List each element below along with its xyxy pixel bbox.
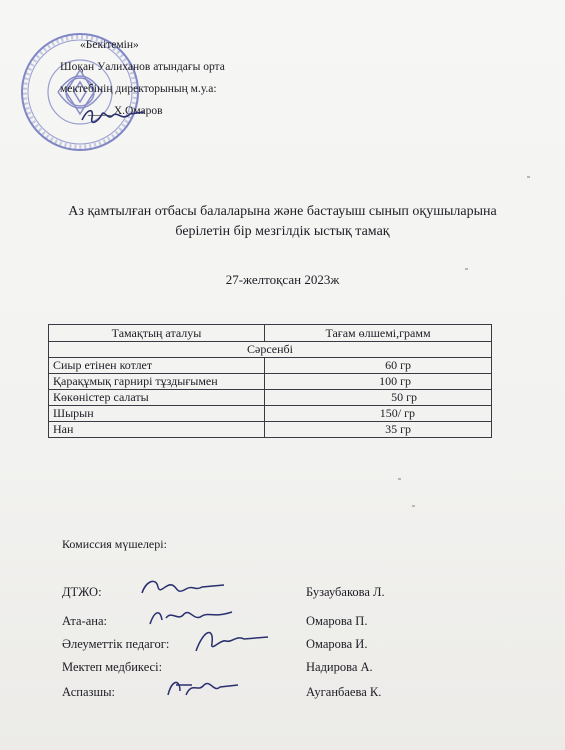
commission-member: [62, 660, 502, 680]
member-name: Омарова И.: [306, 637, 368, 651]
table-day-row: [49, 342, 492, 358]
column-header-dish: Тамақтың аталуы: [49, 325, 265, 342]
menu-table: [48, 324, 492, 438]
dish-weight: 100 гр: [265, 374, 492, 390]
dish-name: Көкөністер салаты: [49, 390, 265, 406]
column-header-weight: Тағам өлшемі,грамм: [265, 325, 492, 342]
dish-name: Қарақұмық гарнирі тұздығымен: [49, 374, 265, 390]
day-label: Сәрсенбі: [49, 342, 492, 358]
commission-member: [62, 614, 502, 634]
table-row: [49, 422, 492, 438]
table-row: [49, 358, 492, 374]
document-date: 27-желтоқсан 2023ж: [225, 272, 340, 287]
commission-member: [62, 637, 502, 657]
table-header-row: [49, 325, 492, 342]
member-role: ДТЖО:: [62, 585, 102, 599]
dish-weight: 35 гр: [265, 422, 492, 438]
scan-speck: [465, 268, 468, 270]
document-title: Аз қамтылған отбасы балаларына және бастауыш сынып оқушыларына берілетін бір мезгілдік ыстық тамақ: [68, 204, 497, 239]
member-signature: [162, 673, 242, 703]
approval-line-1: «Бекітемін»: [80, 39, 139, 51]
table-row: [49, 390, 492, 406]
dish-weight: 60 гр: [265, 358, 492, 374]
member-role: Әлеуметтік педагог:: [62, 637, 170, 651]
director-signature: [78, 102, 148, 130]
member-name: Надирова А.: [306, 660, 373, 674]
approval-line-3: мектебінің директорының м.у.а:: [60, 83, 217, 95]
dish-weight: 50 гр: [265, 390, 492, 406]
table-row: [49, 406, 492, 422]
member-role: Ата-ана:: [62, 614, 107, 628]
dish-name: Сиыр етінен котлет: [49, 358, 265, 374]
member-name: Омарова П.: [306, 614, 368, 628]
approval-line-2: Шоқан Уалиханов атындағы орта: [60, 61, 225, 73]
dish-name: Шырын: [49, 406, 265, 422]
scan-speck: [527, 176, 530, 178]
table-row: [49, 374, 492, 390]
member-name: Бузаубакова Л.: [306, 585, 385, 599]
commission-member: [62, 585, 502, 605]
approval-line-4: ____ Х.Омаров: [88, 105, 163, 117]
member-signature: [136, 573, 226, 603]
scan-speck: [398, 478, 401, 480]
dish-weight: 150/ гр: [265, 406, 492, 422]
commission-heading: Комиссия мүшелері:: [62, 537, 167, 551]
member-role: Аспазшы:: [62, 685, 115, 699]
member-signature: [192, 625, 272, 657]
member-name: Ауганбаева К.: [306, 685, 382, 699]
member-role: Мектеп медбикесі:: [62, 660, 163, 674]
dish-name: Нан: [49, 422, 265, 438]
commission-member: [62, 685, 502, 705]
scan-speck: [412, 505, 415, 507]
